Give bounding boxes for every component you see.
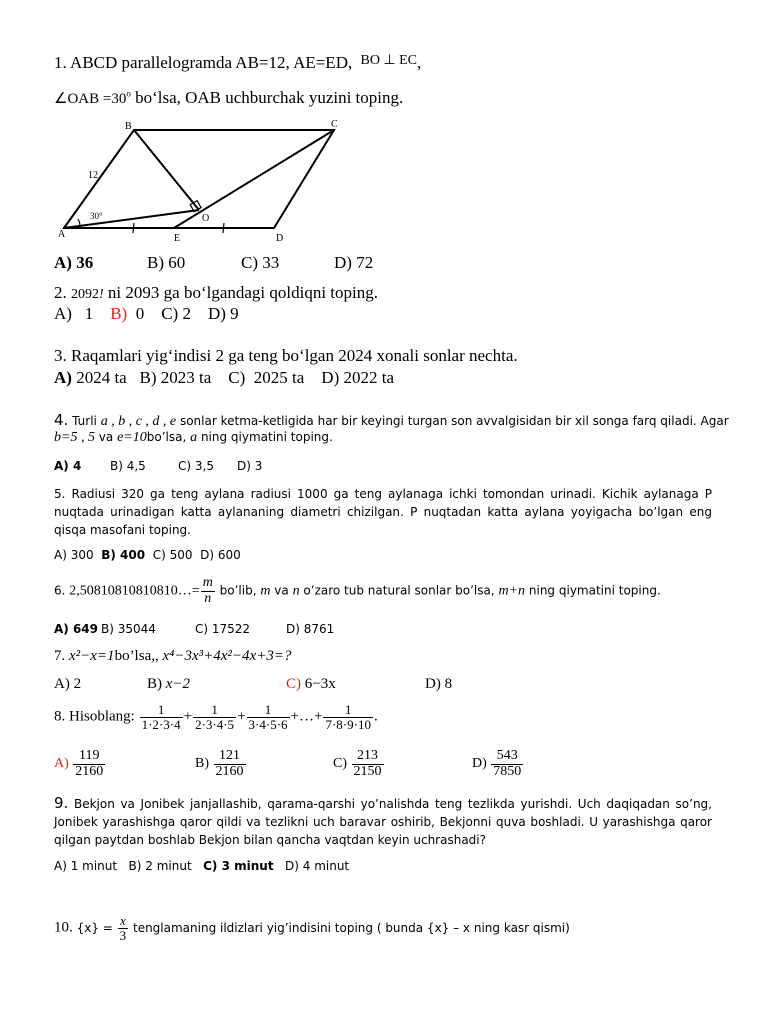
q2-option-a: A) 1	[54, 304, 94, 323]
tick-ae	[133, 223, 134, 233]
q10-text: tenglamaning ildizlari yig’indisini toping ( bunda {x} – x ning kasr qismi)	[132, 921, 570, 936]
label-side-12: 12	[88, 170, 98, 181]
q10-num: 10.	[54, 919, 73, 936]
q4-b-eq: b=5 , 5	[54, 430, 95, 445]
q2-options	[54, 304, 239, 324]
q7-line: 7. x²−x=1bo’lsa,, x⁴−3x³+4x²−4x+3=?	[54, 648, 292, 664]
q8-plus-2: +	[237, 708, 246, 725]
q9-option-b: B) 2 minut	[128, 859, 192, 873]
q1-angle-value: 30	[111, 91, 127, 107]
q10-fraction	[118, 914, 129, 942]
q2-text: ni 2093 ga bo‘lgandagi qoldiqni toping.	[103, 283, 379, 302]
q8-ellipsis: +…+	[290, 708, 323, 725]
q8-period: .	[373, 708, 378, 725]
q4-e-eq: e=10	[117, 430, 147, 445]
q9-body: Bekjon va Jonibek janjallashib, qarama-qarshi yo’nalishda teng tezlikda yurishdi. Uch daqiqadan so’ng, Jonibek yarashishga qaror qildi va tezlikni uch baravar oshirib, Bekjonni quva boshladi. U yarashishga qaror qilgan paytdan boshlab Bekjon bilan qancha vaqtdan keyin uchrashadi?	[54, 797, 712, 847]
q2-fact: !	[99, 287, 104, 302]
q6-t2: o’zaro tub natural sonlar bo’lsa,	[303, 583, 495, 598]
q8-term-4: $\frac{1}{7\cdot 8\cdot 9\cdot 10}$	[325, 702, 371, 732]
segment-bo	[134, 130, 199, 210]
q9-options	[54, 859, 349, 873]
q6-frac-den: n	[204, 590, 212, 606]
q8-plus-1: +	[183, 708, 193, 725]
q3-option-d: D) 2022 ta	[321, 368, 395, 387]
q6-option-d: D) 8761	[286, 622, 335, 636]
q2-num: 2.	[54, 283, 67, 302]
q4-va: va	[98, 430, 114, 444]
q2-option-d: D) 9	[207, 304, 239, 323]
q7-eq2: x⁴−3x³+4x²−4x+3=?	[162, 648, 292, 664]
q9-option-c: C) 3 minut	[203, 859, 274, 873]
q6-va: va	[274, 583, 289, 598]
q4-t4: ning qiymatini toping.	[200, 430, 333, 444]
q6-option-c: C) 17522	[195, 622, 251, 636]
q4-num: 4.	[54, 411, 69, 429]
q4-option-b: B) 4,5	[110, 459, 146, 473]
q10-line	[54, 914, 570, 942]
q7-eq1: x²−x=1	[69, 648, 115, 664]
q5-option-a: A) 300	[54, 548, 94, 562]
q4-vars: a , b , c , d , e	[100, 414, 177, 429]
q6-frac-num: m	[202, 575, 213, 590]
q8-term-3: $\frac{1}{3\cdot 4\cdot 5\cdot 6}$	[248, 702, 288, 732]
q4-option-a: A) 4	[54, 459, 82, 473]
q4-option-c: C) 3,5	[178, 459, 214, 473]
q1-line1	[54, 53, 421, 73]
q5-text: 5. Radiusi 320 ga teng aylana radiusi 1000 ga teng aylanaga ichki tomondan urinadi. Kichik aylanaga P nuqtada urinadigan katta aylananing diametri chizilgan. P nuqtadan katta aylana yoyigacha bo’lgan eng qisqa masofani toping.	[54, 487, 712, 537]
q1-option-d: D) 72	[334, 253, 374, 272]
q8-option-b: B) $\frac{121}{2160}$	[195, 748, 244, 779]
q1-comma: ,	[417, 53, 422, 72]
q8-line	[54, 703, 378, 731]
q6-num: 6.	[54, 583, 66, 598]
q4-a-var: a	[190, 430, 198, 445]
q9-option-d: D) 4 minut	[285, 859, 350, 873]
q3-option-c: C) 2025 ta	[228, 368, 305, 387]
q4-option-d: D) 3	[237, 459, 263, 473]
label-d: D	[276, 233, 284, 244]
q7-option-a: A) 2	[54, 676, 82, 692]
q4-line2	[54, 430, 333, 446]
q5-options	[54, 548, 241, 562]
q8-option-c: C) $\frac{213}{2150}$	[333, 748, 382, 779]
q1-option-b: B) 60	[147, 253, 186, 272]
q5-option-b: B) 400	[101, 548, 146, 562]
q10-frac-den: 3	[119, 927, 127, 943]
label-b: B	[125, 121, 132, 132]
q6-mn: m+n	[498, 583, 526, 599]
q8-label: 8. Hisoblang:	[54, 708, 135, 725]
q4-t3: bo’lsa,	[146, 430, 187, 444]
q6-m: m	[260, 583, 271, 599]
q8-option-d: D) $\frac{543}{7850}$	[472, 748, 522, 779]
q7-t1: bo’lsa,	[114, 648, 155, 664]
label-e: E	[174, 233, 181, 244]
q6-decimal: 2,50810810810810…=	[69, 583, 200, 599]
q6-option-b: B) 35044	[101, 622, 156, 636]
q9-option-a: A) 1 minut	[54, 859, 118, 873]
label-angle-30: 30°	[90, 211, 103, 221]
q6-option-a: A) 649	[54, 622, 98, 636]
q7-option-c: C) 6−3x	[286, 676, 336, 692]
q10-frac-num: x	[118, 914, 129, 929]
q1-option-c: C) 33	[241, 253, 280, 272]
q1-line2	[54, 88, 403, 108]
q7-num: 7.	[54, 648, 66, 664]
segment-ec	[174, 130, 334, 228]
q6-n: n	[292, 583, 300, 599]
q8-term-1: $\frac{1}{1\cdot 2\cdot 3\cdot 4}$	[141, 702, 181, 732]
q1-degree: o	[126, 88, 131, 99]
q8-option-a: A) $\frac{119}{2160}$	[54, 748, 104, 779]
q3-options	[54, 368, 394, 388]
q5-option-d: D) 600	[200, 548, 241, 562]
q2-option-b: B) 0	[110, 304, 145, 323]
q3-option-a: A) 2024 ta	[54, 368, 127, 387]
q7-option-b: B) x−2	[147, 676, 191, 692]
q2-line	[54, 283, 378, 303]
q3-option-b: B) 2023 ta	[139, 368, 212, 387]
q1-option-a: A) 36	[54, 253, 94, 272]
q6-t1: bo’lib,	[219, 583, 257, 598]
q1-line2-rest: bo‘lsa, OAB uchburchak yuzini toping.	[135, 88, 404, 107]
q10-lhs: {x} =	[76, 921, 113, 936]
tick-ed	[223, 223, 224, 233]
q4-t1: Turli	[72, 414, 97, 428]
q4-line1	[54, 411, 729, 430]
q6-t3: ning qiymatini toping.	[528, 583, 661, 598]
label-o: O	[202, 213, 210, 224]
q2-expr: 2092	[71, 287, 99, 302]
label-a: A	[58, 229, 66, 240]
q7-option-d: D) 8	[425, 676, 453, 692]
q8-term-2: $\frac{1}{2\cdot 3\cdot 4\cdot 5}$	[195, 702, 235, 732]
q9-text	[54, 794, 712, 849]
q1-perp: BO ⊥ EC	[360, 53, 418, 68]
q6-fraction	[201, 576, 215, 606]
q3-text: 3. Raqamlari yig‘indisi 2 ga teng bo‘lgan 2024 xonali sonlar nechta.	[54, 346, 518, 365]
q1-angle-label: ∠OAB =	[54, 91, 112, 107]
q4-t2: sonlar ketma-ketligida har bir keyingi turgan son avvalgisidan bir xil songa farq qiladi. Agar	[179, 414, 729, 428]
q1-figure	[54, 115, 354, 245]
q9-num: 9.	[54, 794, 69, 812]
q2-option-c: C) 2	[161, 304, 191, 323]
label-c: C	[331, 119, 338, 130]
q6-line	[54, 576, 661, 606]
q5-option-c: C) 500	[152, 548, 193, 562]
q1-text: 1. ABCD parallelogramda AB=12, AE=ED,	[54, 53, 353, 72]
